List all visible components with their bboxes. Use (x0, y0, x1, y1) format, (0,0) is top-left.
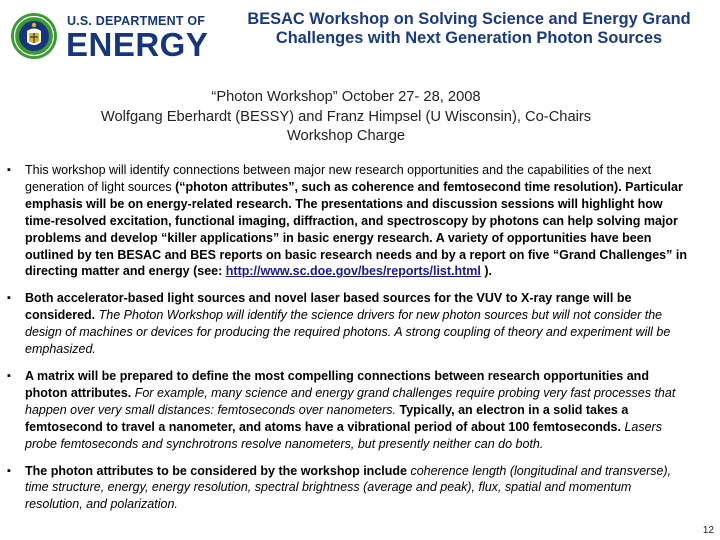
bullet-text-italic: The Photon Workshop will identify the science drivers for new photon sources but will not consider the design of machines or devices for producing the required photons. A strong coupling of theory and experiment will be emphasized. (25, 308, 671, 357)
logo-department-text: U.S. DEPARTMENT OF (67, 14, 206, 28)
bullet-text-bold: ). (480, 264, 492, 279)
bullet-text-bold: A matrix will be prepared to define the most compelling connections between research opportunities and photon attributes. (25, 368, 649, 400)
bullet-item (6, 463, 690, 514)
workshop-dates: “Photon Workshop” October 27- 28, 2008 (211, 89, 481, 105)
bullet-marker-icon: ▪ (7, 164, 11, 176)
charge-bullet-list (6, 162, 690, 523)
bullet-text-bold: Typically, an electron in a solid takes a femtosecond to travel a nanometer, and atoms have a vibrational period of about 100 femtoseconds. (25, 402, 629, 434)
bullet-text: This workshop will identify connections between major new research opportunities and the capabilities of the next generation of light sources (25, 163, 652, 194)
slide-title: BESAC Workshop on Solving Science and Energy Grand Challenges with Next Generation Photon Sources (247, 10, 691, 47)
bullet-text-italic: Lasers probe femtoseconds and synchrotrons resolve nanometers, but presently neither can do both. (25, 419, 662, 451)
slide-header (0, 0, 720, 68)
page-number: 12 (702, 525, 714, 536)
workshop-info (40, 88, 652, 147)
workshop-charge-heading: Workshop Charge (286, 128, 406, 144)
workshop-chairs: Wolfgang Eberhardt (BESSY) and Franz Himpsel (U Wisconsin), Co-Chairs (100, 108, 592, 125)
bullet-marker-icon: ▪ (7, 369, 11, 382)
doe-logo (10, 12, 220, 64)
bullet-item (6, 290, 690, 358)
bullet-text-italic: coherence length (longitudinal and transverse), time structure, energy, energy resolution, spectral brightness (average and peak), flux, spatial and momentum resolution, and polarization. (25, 463, 672, 512)
reports-link[interactable]: http://www.sc.doe.gov/bes/reports/list.html (225, 264, 481, 279)
bullet-item (6, 162, 690, 280)
bullet-marker-icon: ▪ (7, 464, 11, 477)
doe-seal-icon (10, 12, 58, 60)
bullet-item (6, 368, 690, 453)
bullet-text-bold: The photon attributes to be considered by the workshop include (25, 463, 411, 478)
bullet-text-italic: For example, many science and energy grand challenges require probing very fast processes that happen over very small distances: femtoseconds over nanometers. (25, 385, 676, 417)
logo-energy-text: ENERGY (66, 26, 209, 63)
bullet-text-bold: (“photon attributes”, such as coherence and femtosecond time resolution). Particular emphasis will be on energy-related research. The presentations and discussion sessions will highlight how time-resolved excitation, functional imaging, diffraction, and spectroscopy by photons can help solving major problems and develop “killer applications” in basic energy research. A variety of opportunities have been outlined by ten BESAC and BES reports on basic research needs and by a report on five “Grand Challenges” in directing matter and energy (see: (25, 179, 687, 279)
bullet-text-bold: Both accelerator-based light sources and novel laser based sources for the VUV to X-ray range will be considered. (25, 291, 632, 323)
bullet-marker-icon: ▪ (7, 292, 11, 305)
